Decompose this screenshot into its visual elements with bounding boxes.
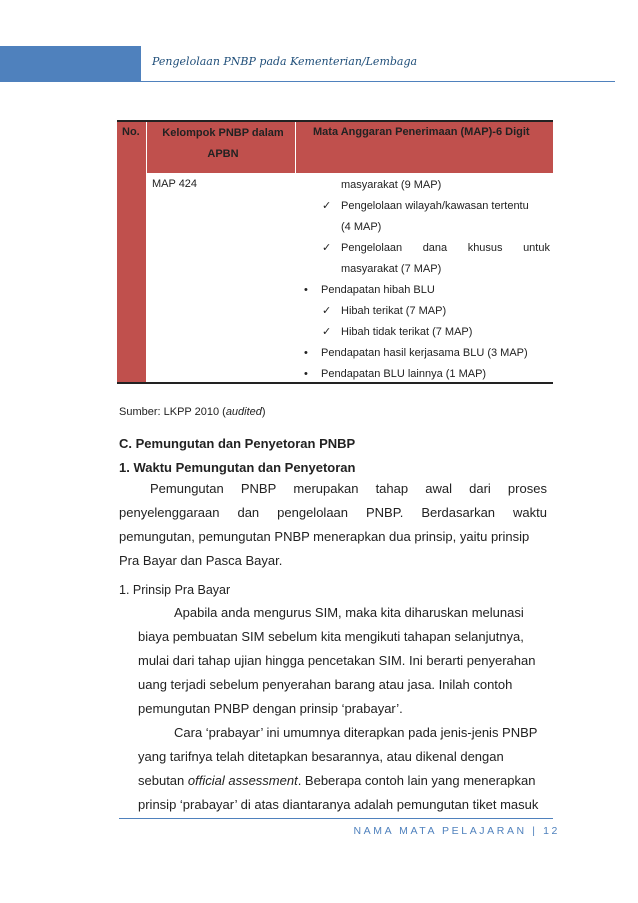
list-item — [300, 175, 550, 196]
list-item-text: Hibah tidak terikat (7 MAP) — [341, 326, 473, 338]
text-run: sebutan — [138, 773, 188, 788]
list-item-text: Pendapatan hasil kerjasama BLU (3 MAP) — [321, 347, 528, 359]
table-bottom-border — [117, 382, 553, 384]
word: Pemungutan — [150, 481, 224, 496]
paragraph-line: biaya pembuatan SIM sebelum kita mengikuti tahapan selanjutnya, — [138, 629, 524, 644]
table-header-kelompok-line2: APBN — [207, 148, 239, 160]
paragraph-line — [119, 501, 547, 525]
paragraph-line: uang terjadi sebelum penyerahan barang atau jasa. Inilah contoh — [138, 677, 513, 692]
table-no-column — [117, 173, 146, 383]
table-header-kelompok — [158, 126, 288, 168]
list-item-text: Pendapatan hibah BLU — [321, 284, 435, 296]
table-source-note — [119, 406, 266, 418]
word: awal — [425, 481, 452, 496]
section-heading-c: C. Pemungutan dan Penyetoran PNBP — [119, 436, 356, 451]
header-divider — [140, 46, 141, 82]
word: proses — [507, 481, 547, 496]
list-word: untuk — [523, 242, 550, 254]
word: PNBP — [240, 481, 277, 496]
text-run-italic: official assessment — [187, 773, 298, 788]
paragraph-line — [119, 477, 547, 501]
checkmark-icon: ✓ — [322, 326, 332, 338]
list-word: dana — [422, 242, 448, 254]
paragraph-line — [138, 769, 548, 793]
paragraph-line: pemungutan, pemungutan PNBP menerapkan dua prinsip, yaitu prinsip — [119, 529, 530, 544]
list-item — [300, 343, 550, 364]
word: PNBP. — [366, 505, 404, 520]
list-item-text — [341, 238, 550, 259]
list-item-text: masyarakat (7 MAP) — [341, 263, 442, 275]
paragraph-official-assessment — [138, 721, 548, 817]
word: tahap — [375, 481, 409, 496]
list-item — [300, 280, 550, 301]
table-header-kelompok-line1: Kelompok PNBP dalam — [162, 127, 284, 139]
header-title: Pengelolaan PNBP pada Kementerian/Lembaga — [152, 55, 418, 68]
word: dari — [469, 481, 491, 496]
list-item — [300, 322, 550, 343]
footer-label: NAMA MATA PELAJARAN — [353, 825, 527, 837]
paragraph-line: mulai dari tahap ujian hingga pencetakan SIM. Ini berarti penyerahan — [138, 653, 536, 668]
paragraph-line: yang tarifnya telah ditetapkan besarannya, atau dikenal dengan — [138, 749, 504, 764]
list-item-text-part: Pengelolaan wilayah/kawasan tertentu — [341, 200, 529, 212]
text-run: . Beberapa contoh lain yang menerapkan — [297, 773, 536, 788]
bullet-icon: • — [304, 347, 308, 359]
checkmark-icon: ✓ — [322, 242, 332, 254]
list-item — [300, 301, 550, 322]
list-heading-prabayar — [119, 578, 547, 602]
list-heading-text: 1. Prinsip Pra Bayar — [119, 583, 231, 597]
paragraph-prabayar — [138, 601, 548, 721]
paragraph-line: Cara ‘prabayar’ ini umumnya diterapkan pada jenis-jenis PNBP — [174, 725, 538, 740]
list-item-text: masyarakat (9 MAP) — [341, 179, 442, 191]
checkmark-icon: ✓ — [322, 305, 332, 317]
list-item — [300, 196, 550, 217]
source-italic: audited — [225, 406, 262, 418]
table-header-no: No. — [122, 126, 140, 138]
header-accent-block — [0, 46, 140, 82]
paragraph-line: pemungutan PNBP dengan prinsip ‘prabayar’. — [138, 701, 403, 716]
paragraph-line: Pra Bayar dan Pasca Bayar. — [119, 553, 283, 568]
paragraph-line: Apabila anda mengurus SIM, maka kita diharuskan melunasi — [174, 605, 524, 620]
checkmark-icon: ✓ — [322, 200, 332, 212]
word: merupakan — [293, 481, 359, 496]
header-rule — [140, 81, 615, 82]
table-top-border — [117, 120, 553, 122]
list-item — [300, 259, 550, 280]
word: pengelolaan — [277, 505, 349, 520]
paragraph-line: prinsip ‘prabayar’ di atas diantaranya adalah pemungutan tiket masuk — [138, 797, 539, 812]
list-item-text: Pendapatan BLU lainnya (1 MAP) — [321, 368, 487, 380]
list-item — [300, 238, 550, 259]
subsection-heading-1: 1. Waktu Pemungutan dan Penyetoran — [119, 460, 356, 475]
word: penyelenggaraan — [119, 505, 220, 520]
list-item-text — [341, 196, 550, 217]
list-item-text: (4 MAP) — [341, 221, 382, 233]
footer-rule — [119, 818, 553, 819]
table-col-separator — [146, 122, 147, 173]
table-col-separator — [295, 122, 296, 173]
list-item — [300, 217, 550, 238]
word: waktu — [513, 505, 547, 520]
source-suffix: ) — [261, 406, 266, 418]
word: dan — [237, 505, 260, 520]
list-item-text: Hibah terikat (7 MAP) — [341, 305, 447, 317]
paragraph-waktu — [119, 477, 547, 573]
word: Berdasarkan — [421, 505, 496, 520]
footer — [353, 825, 560, 837]
bullet-icon: • — [304, 284, 308, 296]
table-header-map: Mata Anggaran Penerimaan (MAP)-6 Digit — [313, 126, 530, 138]
page-number: | 12 — [532, 825, 560, 837]
list-word: khusus — [467, 242, 503, 254]
list-word: Pengelolaan — [341, 242, 403, 254]
table-cell-kelompok: MAP 424 — [152, 178, 198, 190]
bullet-icon: • — [304, 368, 308, 380]
map-list — [300, 175, 550, 385]
source-prefix: Sumber: LKPP 2010 ( — [119, 406, 226, 418]
